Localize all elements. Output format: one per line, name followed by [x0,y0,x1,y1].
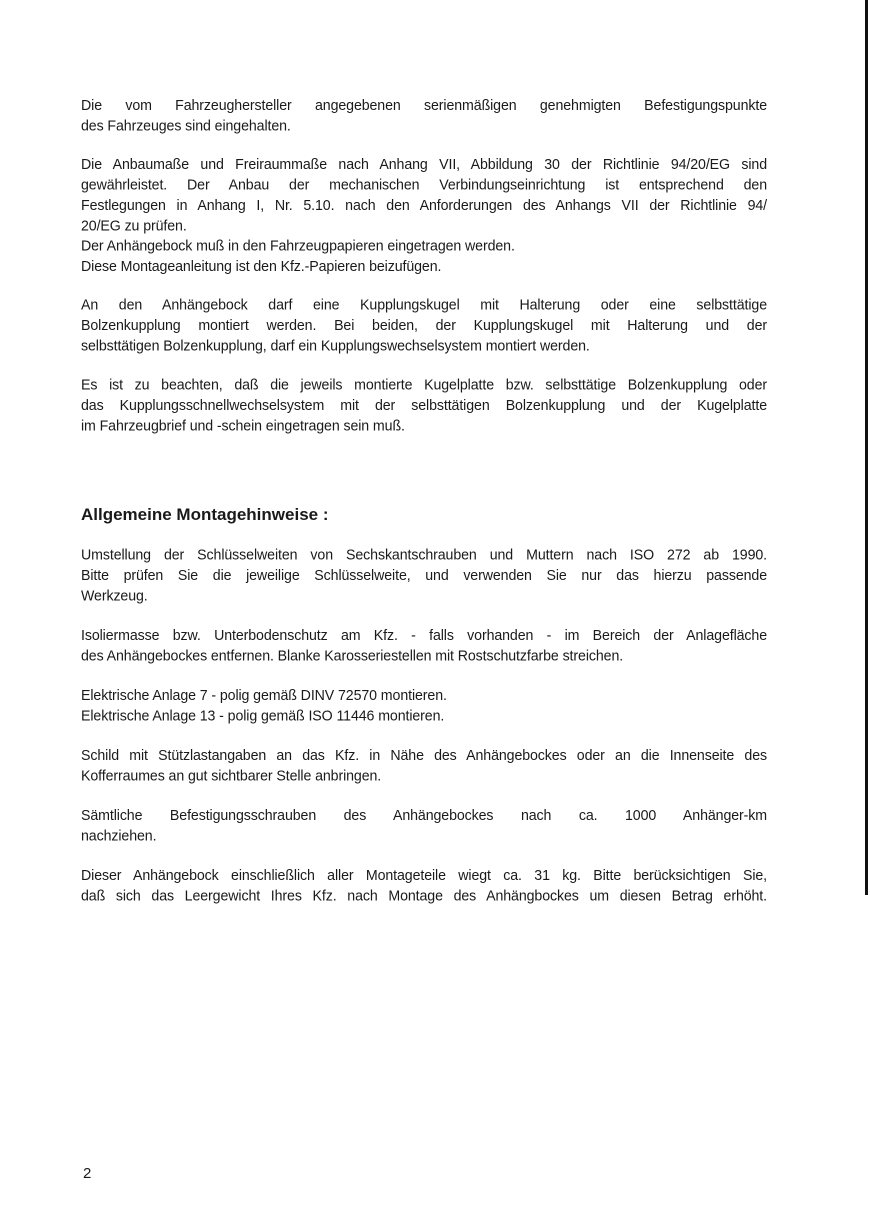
text-line: Festlegungen in Anhang I, Nr. 5.10. nach den Anforderungen des Anhangs VII der Richtlinie 94/ [81,197,767,214]
paragraph-retighten-screws [81,806,767,847]
text-line: Sämtliche Befestigungsschrauben des Anhängebockes nach ca. 1000 Anhänger-km [81,807,767,824]
paragraph-weight-note [81,866,767,907]
text-line: An den Anhängebock darf eine Kupplungskugel mit Halterung oder eine selbsttätige [81,297,767,314]
paragraph-wrench-sizes [81,545,767,606]
text-line: Umstellung der Schlüsselweiten von Sechskantschrauben und Muttern nach ISO 272 ab 1990. [81,547,767,564]
text-line: Werkzeug. [81,588,148,605]
text-line: selbsttätigen Bolzenkupplung, darf ein Kupplungswechselsystem montiert werden. [81,338,590,355]
text-line: daß sich das Leergewicht Ihres Kfz. nach Montage des Anhängbockes um diesen Betrag erhöht. [81,888,767,905]
text-line: im Fahrzeugbrief und -schein eingetragen sein muß. [81,418,405,435]
paragraph-dimensions [81,155,767,277]
text-line: des Anhängebockes entfernen. Blanke Karosseriestellen mit Rostschutzfarbe streichen. [81,648,624,665]
text-line: Bitte prüfen Sie die jeweilige Schlüsselweite, und verwenden Sie nur das hierzu passende [81,567,767,585]
intro-section [81,96,767,456]
paragraph-electrical-system [81,686,767,727]
text-line: das Kupplungsschnellwechselsystem mit der selbsttätigen Bolzenkupplung und der Kugelplatte [81,397,767,415]
paragraph-load-plate [81,746,767,787]
text-line: Kofferraumes an gut sichtbarer Stelle anbringen. [81,768,382,785]
text-line: des Fahrzeuges sind eingehalten. [81,118,291,135]
text-line: nachziehen. [81,828,157,845]
text-line: Die Anbaumaße und Freiraummaße nach Anhang VII, Abbildung 30 der Richtlinie 94/20/EG sind [81,156,767,174]
text-line: Diese Montageanleitung ist den Kfz.-Papieren beizufügen. [81,258,442,276]
text-line: gewährleistet. Der Anbau der mechanischen Verbindungseinrichtung ist entsprechend den [81,177,767,194]
text-line: Es ist zu beachten, daß die jeweils montierte Kugelplatte bzw. selbsttätige Bolzenkupplung oder [81,377,767,394]
paragraph-underbody-protection [81,626,767,667]
text-line: 20/EG zu prüfen. [81,218,187,235]
text-line: Bolzenkupplung montiert werden. Bei beiden, der Kupplungskugel mit Halterung und der [81,317,767,335]
paragraph-registration-note [81,375,767,436]
section-heading: Allgemeine Montagehinweise : [81,505,329,524]
paragraph-mounting-points [81,96,767,137]
assembly-notes-section [81,546,767,926]
scan-edge-line [865,0,868,895]
text-line: Elektrische Anlage 7 - polig gemäß DINV 72570 montieren. [81,687,447,704]
text-line: Isoliermasse bzw. Unterbodenschutz am Kfz. - falls vorhanden - im Bereich der Anlagefläche [81,627,767,644]
text-line: Schild mit Stützlastangaben an das Kfz. in Nähe des Anhängebockes oder an die Innenseite des [81,747,767,764]
paragraph-coupling-options [81,295,767,356]
page-number: 2 [83,1165,92,1182]
text-line: Elektrische Anlage 13 - polig gemäß ISO 11446 montieren. [81,708,445,725]
text-line: Dieser Anhängebock einschließlich aller Montageteile wiegt ca. 31 kg. Bitte berücksichtigen Sie, [81,867,767,884]
text-line: Die vom Fahrzeughersteller angegebenen serienmäßigen genehmigten Befestigungspunkte [81,97,767,114]
text-line: Der Anhängebock muß in den Fahrzeugpapieren eingetragen werden. [81,238,515,255]
